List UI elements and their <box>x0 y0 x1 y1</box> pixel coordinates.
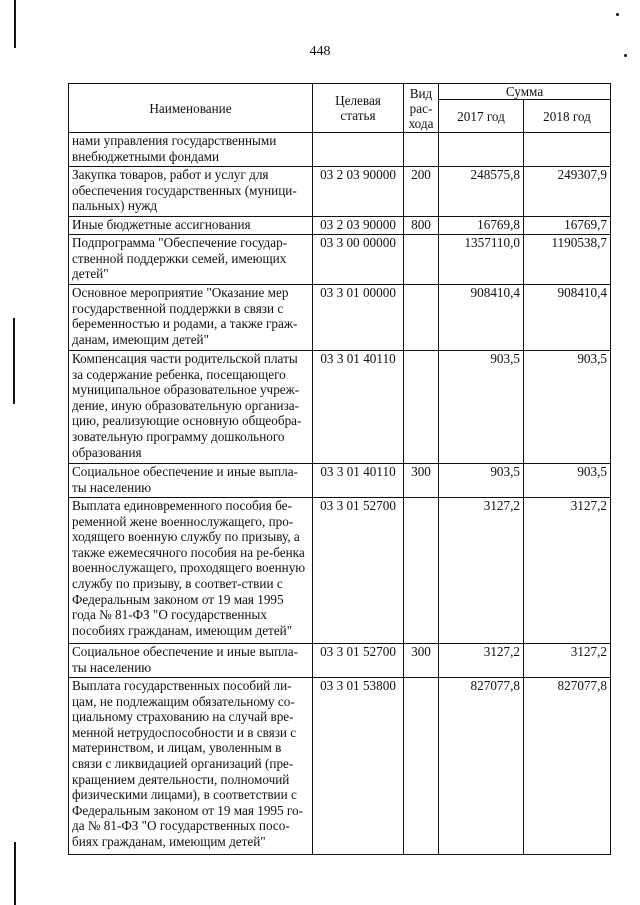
row-name: Выплата единовременного пособия бе-ременной жене военнослужащего, про-ходящего военную службу по призыву, а также ежемесячного пособия на ре-бенка военнослужащего, проходящего военную службу по призыву, в соответ-ствии с Федеральным законом от 19 мая 1995 года № 81-ФЗ "О государственных пособиях гражданам, имеющим детей" <box>69 498 313 644</box>
row-name: Подпрограмма "Обеспечение государ-ственной поддержки семей, имеющих детей" <box>69 235 313 285</box>
row-sum-2017: 908410,4 <box>439 285 524 351</box>
row-name: Закупка товаров, работ и услуг для обеспечения государственных (муници-пальных) нужд <box>69 167 313 217</box>
row-sum-2018: 827077,8 <box>524 678 611 855</box>
table-row <box>69 678 611 855</box>
row-expense-type <box>404 678 439 855</box>
header-sum: Сумма <box>439 84 611 100</box>
row-sum-2018: 903,5 <box>524 351 611 464</box>
row-expense-type: 200 <box>404 167 439 217</box>
table-row <box>69 464 611 498</box>
row-sum-2018 <box>524 133 611 167</box>
row-expense-type <box>404 498 439 644</box>
row-sum-2017 <box>439 133 524 167</box>
left-margin-line-top <box>14 0 16 48</box>
table-row <box>69 167 611 217</box>
row-name: Основное мероприятие "Оказание мер государственной поддержки в связи с беременностью и родами, а также граж-данам, имеющим детей" <box>69 285 313 351</box>
table-body <box>69 133 611 855</box>
row-target-article: 03 2 03 90000 <box>313 167 404 217</box>
left-margin-line-middle <box>13 318 15 404</box>
table-row <box>69 217 611 235</box>
budget-table <box>68 83 611 855</box>
row-sum-2018: 903,5 <box>524 464 611 498</box>
row-expense-type: 300 <box>404 464 439 498</box>
row-target-article: 03 3 01 52700 <box>313 498 404 644</box>
row-target-article: 03 3 01 40110 <box>313 464 404 498</box>
row-sum-2018: 16769,7 <box>524 217 611 235</box>
table-row <box>69 498 611 644</box>
row-expense-type <box>404 235 439 285</box>
row-sum-2018: 3127,2 <box>524 644 611 678</box>
row-sum-2018: 249307,9 <box>524 167 611 217</box>
row-sum-2017: 248575,8 <box>439 167 524 217</box>
row-sum-2017: 903,5 <box>439 464 524 498</box>
table-row <box>69 235 611 285</box>
row-sum-2018: 908410,4 <box>524 285 611 351</box>
row-sum-2018: 1190538,7 <box>524 235 611 285</box>
page-number: 448 <box>309 44 331 59</box>
row-target-article: 03 3 01 00000 <box>313 285 404 351</box>
row-target-article: 03 2 03 90000 <box>313 217 404 235</box>
row-expense-type: 800 <box>404 217 439 235</box>
table-header <box>69 84 611 133</box>
table-row <box>69 133 611 167</box>
row-expense-type <box>404 351 439 464</box>
table-row <box>69 351 611 464</box>
row-name: Выплата государственных пособий ли-цам, не подлежащим обязательному со-циальному страхованию на случай вре-менной нетрудоспособности и в связи с материнством, и лицам, уволенным в связи с ликвидацией организаций (пре-кращением деятельности, полномочий физическими лицами), в соответствии с Федеральным законом от 19 мая 1995 го-да № 81-ФЗ "О государственных посо-биях гражданам, имеющим детей" <box>69 678 313 855</box>
table-row <box>69 285 611 351</box>
header-target-article: Целевая статья <box>313 84 404 133</box>
header-year-2018: 2018 год <box>524 100 611 133</box>
row-name: нами управления государственными внебюджетными фондами <box>69 133 313 167</box>
table-row <box>69 644 611 678</box>
row-sum-2017: 1357110,0 <box>439 235 524 285</box>
row-sum-2018: 3127,2 <box>524 498 611 644</box>
row-name: Компенсация части родительской платы за содержание ребенка, посещающего муниципальное образовательное учреж-дение, иную образовательную организа-цию, реализующие основную общеобра-зовательную программу дошкольного образования <box>69 351 313 464</box>
row-expense-type <box>404 133 439 167</box>
row-sum-2017: 903,5 <box>439 351 524 464</box>
row-sum-2017: 3127,2 <box>439 644 524 678</box>
row-sum-2017: 3127,2 <box>439 498 524 644</box>
row-target-article: 03 3 01 52700 <box>313 644 404 678</box>
row-target-article: 03 3 01 40110 <box>313 351 404 464</box>
header-expense-type: Вид рас-хода <box>404 84 439 133</box>
header-name: Наименование <box>69 84 313 133</box>
row-expense-type: 300 <box>404 644 439 678</box>
scan-dot-top <box>616 13 619 16</box>
row-target-article: 03 3 01 53800 <box>313 678 404 855</box>
row-name: Социальное обеспечение и иные выпла-ты населению <box>69 464 313 498</box>
scan-dot-right <box>624 54 627 57</box>
row-name: Иные бюджетные ассигнования <box>69 217 313 235</box>
row-expense-type <box>404 285 439 351</box>
left-margin-line-bottom <box>14 842 16 905</box>
row-target-article <box>313 133 404 167</box>
row-sum-2017: 827077,8 <box>439 678 524 855</box>
row-name: Социальное обеспечение и иные выпла-ты населению <box>69 644 313 678</box>
row-sum-2017: 16769,8 <box>439 217 524 235</box>
header-year-2017: 2017 год <box>439 100 524 133</box>
row-target-article: 03 3 00 00000 <box>313 235 404 285</box>
